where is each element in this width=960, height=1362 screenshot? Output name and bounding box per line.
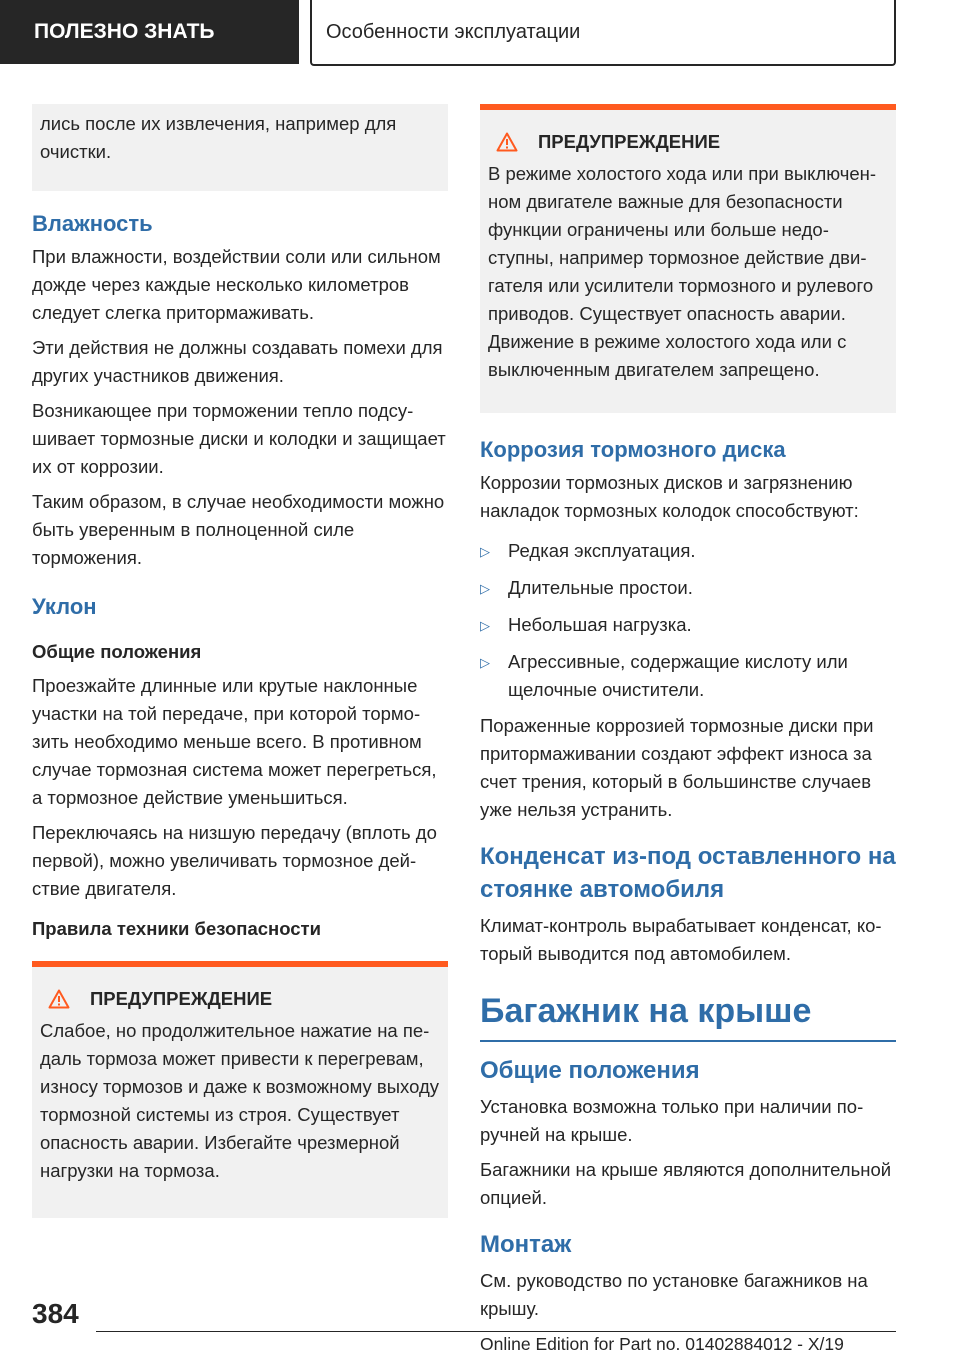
heading-roof-general: Общие положения — [480, 1057, 700, 1084]
warning-triangle-icon — [48, 989, 70, 1009]
heading-slope: Уклон — [32, 594, 97, 619]
warning-text: В режиме холостого хода или при выключенном двигателе важные для безопасности функции ограничены или больше недоступны, например тормозное действие двигателя или усилители тормозного и рулевого приводов. Существует опасность аварии. Движение в режиме холостого хода или с выключенным двигателем запрещено. — [488, 163, 877, 380]
list-item: ▷ Длительные простои. — [480, 574, 896, 603]
heading-roof-rack: Багажник на крыше — [480, 990, 896, 1042]
subheading-general: Общие положения — [32, 641, 202, 662]
warning-title: ПРЕДУПРЕЖДЕНИЕ — [538, 131, 721, 152]
warning-title: ПРЕДУПРЕЖДЕНИЕ — [90, 988, 273, 1009]
page-header — [0, 0, 960, 66]
roof-paragraph-2: Багажники на крыше являются дополнительной опцией. — [480, 1159, 892, 1208]
slope-paragraph-2: Переключаясь на низшую передачу (вплоть до первой), можно увеличивать тормозное действие двигателя. — [32, 822, 437, 899]
footer-divider — [96, 1331, 896, 1332]
warning-text: Слабое, но продолжительное нажатие на педаль тормоза может привести к перегревам, износу тормозов и даже к возможному выходу тормозной системы из строя. Существует опасность аварии. Избегайте чрезмерной нагрузки на тормоза. — [40, 1020, 440, 1181]
page-number: 384 — [32, 1298, 79, 1329]
corrosion-paragraph: Пораженные коррозией тормозные диски при притормаживании создают эффект износа за счет трения, который в большинстве случаев уже нельзя устранить. — [480, 715, 874, 820]
heading-corrosion: Коррозия тормозного диска — [480, 437, 786, 462]
roof-paragraph-1: Установка возможна только при наличии поручней на крыше. — [480, 1096, 864, 1145]
right-column — [480, 104, 896, 1330]
chapter-tab: Особенности эксплуатации — [310, 0, 896, 66]
humidity-paragraph-1: При влажности, воздействии соли или сильном дожде через каждые несколько километров следует слегка притормаживать. — [32, 246, 441, 323]
triangle-bullet-icon: ▷ — [480, 655, 490, 670]
corrosion-causes-list — [480, 537, 896, 704]
subheading-safety: Правила техники безопасности — [32, 918, 321, 939]
heading-mounting: Монтаж — [480, 1231, 572, 1258]
warning-header — [488, 128, 888, 156]
slope-paragraph-1: Проезжайте длинные или крутые наклонные участки на той передаче, при которой тормозить необходимо меньше всего. В противном случае тормозная система может перегреться, а тормозное действие уменьшиться. — [32, 675, 437, 808]
continued-note-box — [32, 104, 448, 191]
humidity-paragraph-2: Эти действия не должны создавать помехи для других участников движения. — [32, 337, 443, 386]
list-item: ▷ Редкая эксплуатация. — [480, 537, 896, 566]
warning-box-idle — [480, 104, 896, 413]
list-item: ▷ Небольшая нагрузка. — [480, 611, 896, 640]
section-tab: ПОЛЕЗНО ЗНАТЬ — [0, 0, 299, 64]
humidity-paragraph-3: Возникающее при торможении тепло подсушивает тормозные диски и колодки и защищает их от коррозии. — [32, 400, 446, 477]
triangle-bullet-icon: ▷ — [480, 544, 490, 559]
condensate-paragraph: Климат-контроль вырабатывает конденсат, который выводится под автомобилем. — [480, 915, 882, 964]
edition-footer: Online Edition for Part no. 01402884012 - X/19 — [480, 1334, 844, 1354]
warning-triangle-icon — [496, 132, 518, 152]
triangle-bullet-icon: ▷ — [480, 618, 490, 633]
roof-paragraph-3: См. руководство по установке багажников на крышу. — [480, 1270, 868, 1319]
corrosion-intro: Коррозии тормозных дисков и загрязнению накладок тормозных колодок способствуют: — [480, 472, 859, 521]
list-item: ▷ Агрессивные, содержащие кислоту или щелочные очистители. — [480, 648, 896, 704]
warning-box-brake-overheat — [32, 961, 448, 1218]
left-column — [32, 104, 448, 1228]
triangle-bullet-icon: ▷ — [480, 581, 490, 596]
heading-humidity: Влажность — [32, 211, 153, 236]
warning-header — [40, 985, 440, 1013]
heading-condensate: Конденсат из-под оставленного на стоянке автомобиля — [480, 843, 896, 903]
humidity-paragraph-4: Таким образом, в случае необходимости можно быть уверенным в полноценной силе торможения. — [32, 491, 445, 568]
continued-text: лись после их извлечения, например для очистки. — [40, 113, 397, 162]
